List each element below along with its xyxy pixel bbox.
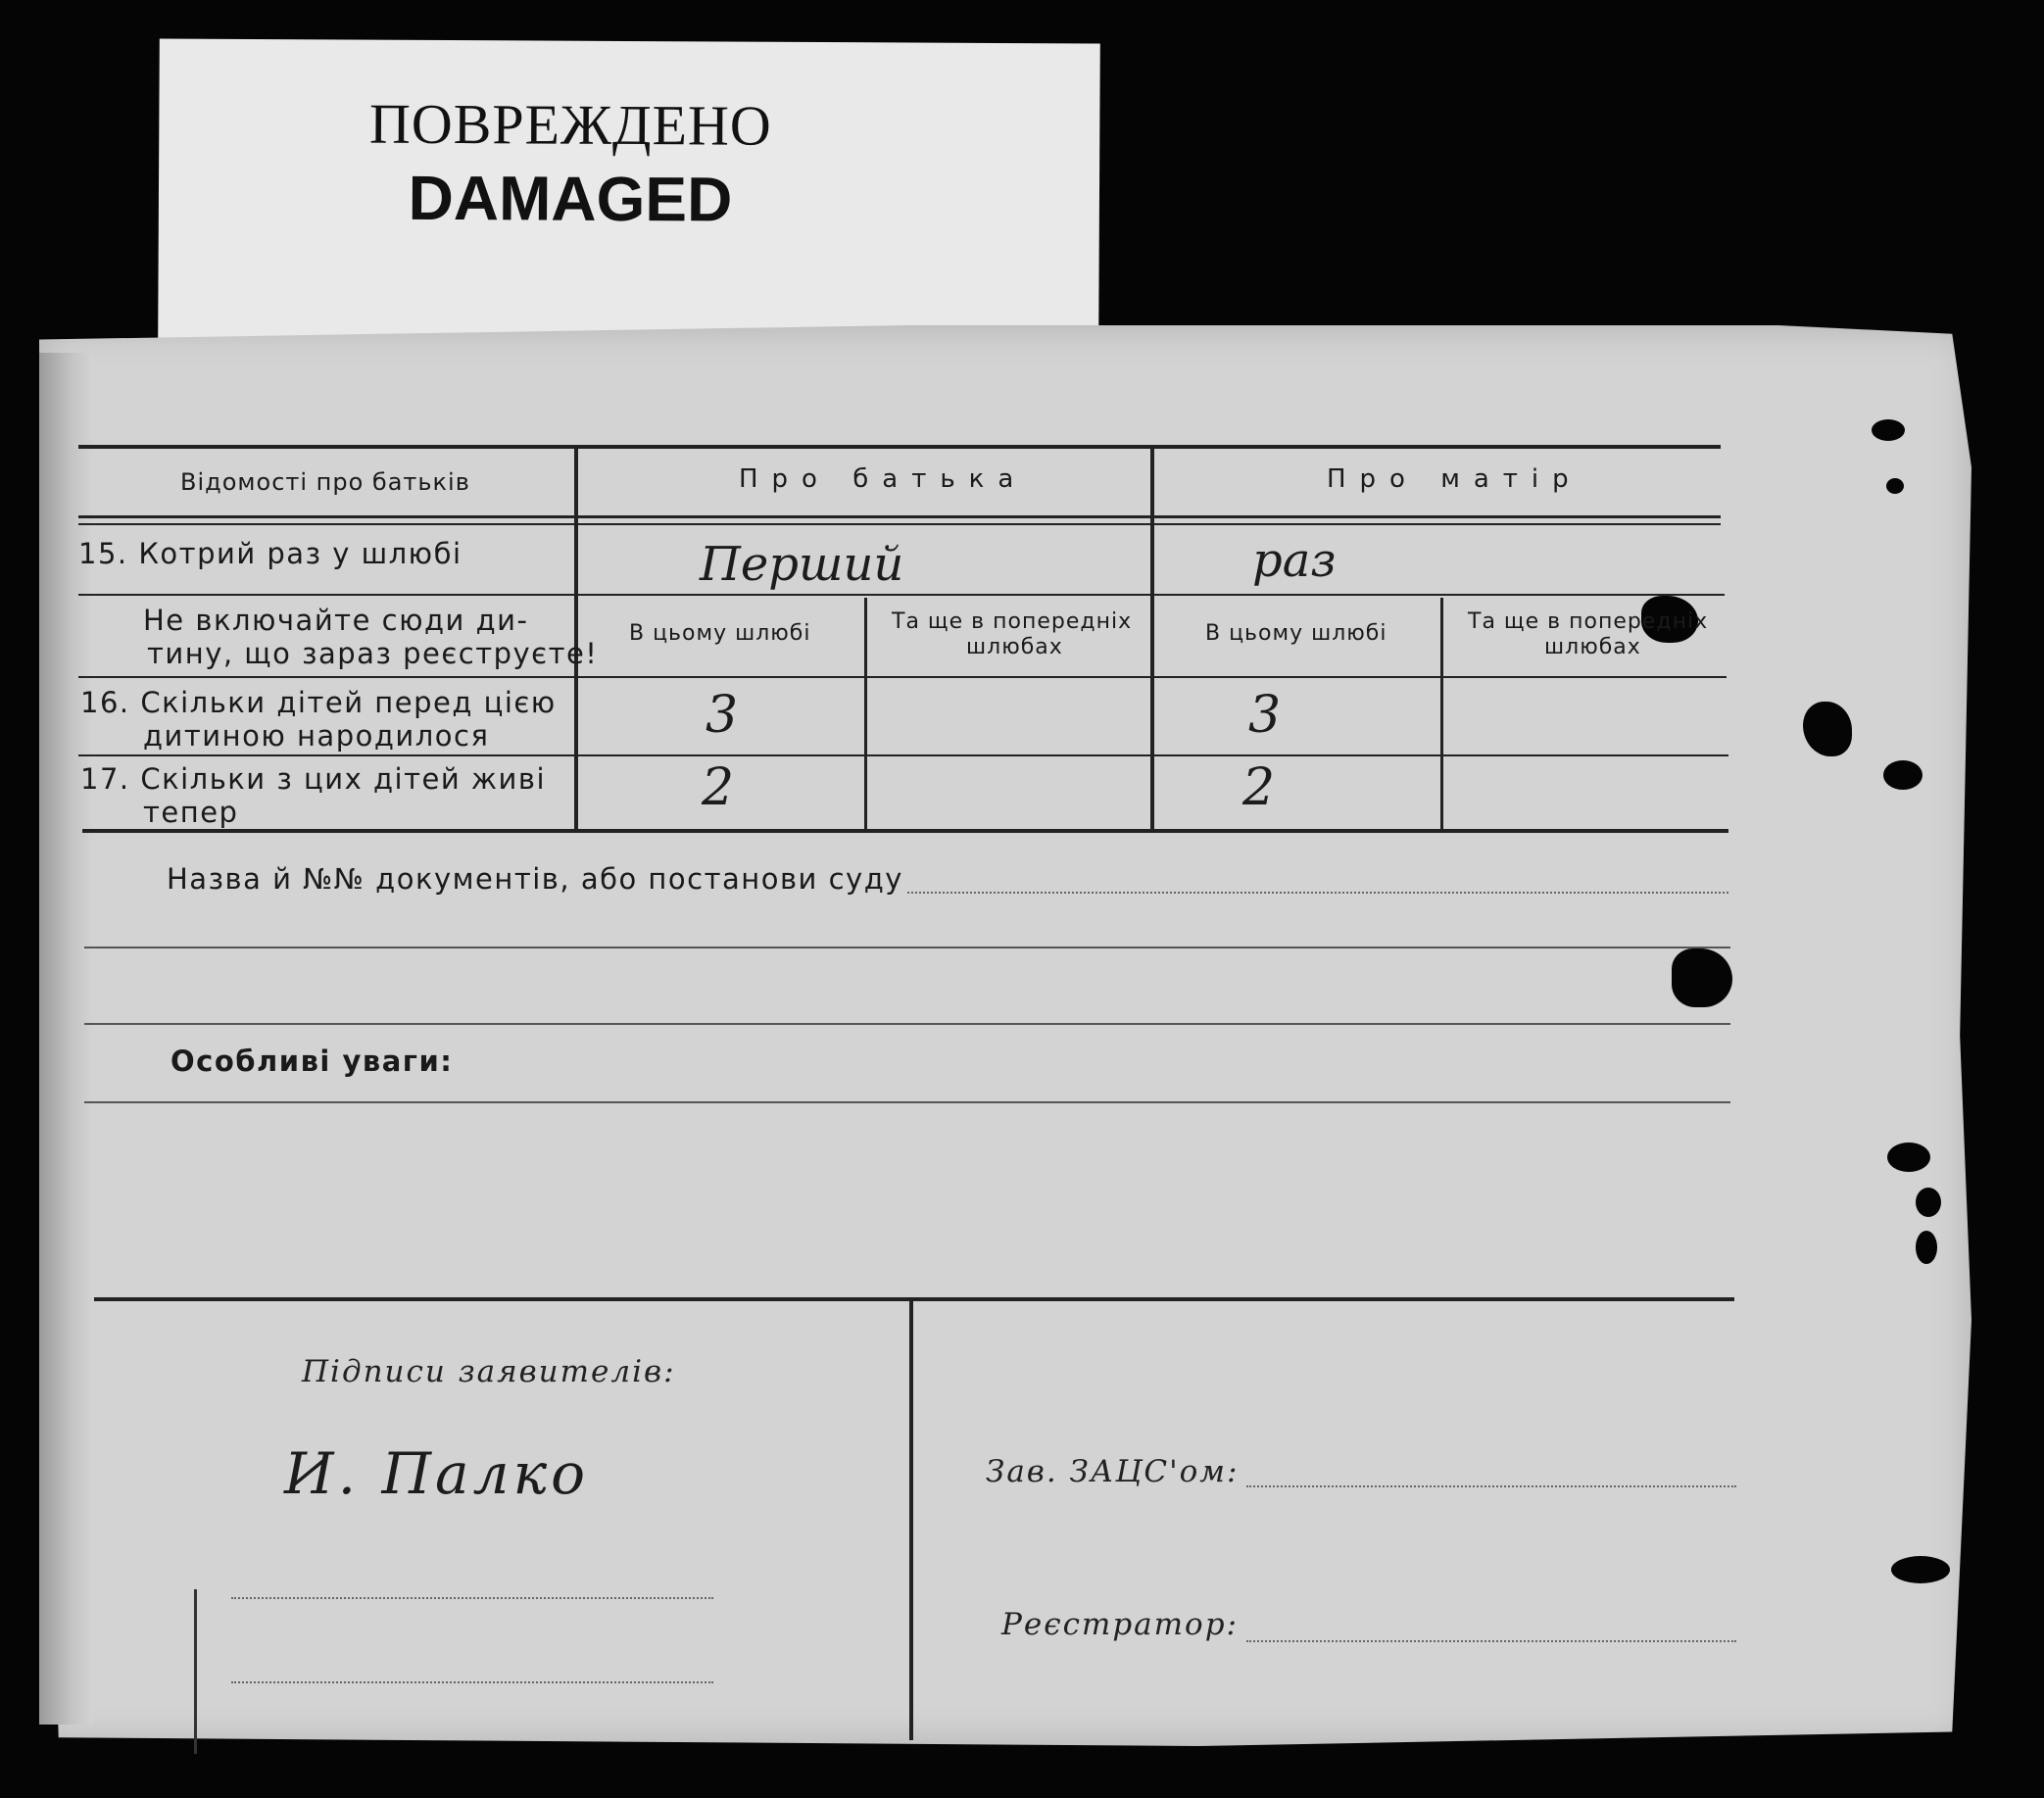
documents-line-3: [84, 1023, 1730, 1025]
damaged-label-english: DAMAGED: [408, 162, 733, 235]
column-header-mother: Про матір: [1327, 464, 1582, 494]
registrar-label: Реєстратор:: [1001, 1607, 1239, 1642]
damaged-label-ukrainian: ПОВРЕЖДЕНО: [368, 91, 772, 158]
father-this-marriage-header: В цьому шлюбі: [629, 621, 811, 646]
row15-rule: [78, 594, 1725, 596]
damage-hole: [1916, 1231, 1937, 1264]
remarks-label: Особливі уваги:: [170, 1045, 454, 1078]
row16-label-line-1: 16. Скільки дітей перед цією: [80, 686, 557, 719]
row17-father-count: 2: [702, 758, 735, 817]
damaged-label-card: [158, 38, 1100, 342]
damage-hole: [1883, 760, 1922, 790]
documents-line-2: [84, 947, 1730, 948]
row15-father-handwritten: Перший: [700, 537, 904, 592]
damage-hole: [1672, 948, 1732, 1007]
documents-dotted-line: [907, 892, 1728, 894]
damage-hole: [1891, 1556, 1950, 1583]
mother-this-marriage-header: В цьому шлюбі: [1205, 621, 1387, 646]
row17-mother-count: 2: [1242, 758, 1276, 817]
row16-mother-count: 3: [1248, 686, 1282, 745]
damage-hole: [1886, 478, 1904, 494]
zags-head-label: Зав. ЗАЦС'ом:: [986, 1454, 1240, 1489]
applicant-signature-handwritten: И. Палко: [284, 1440, 590, 1507]
note-line-2: тину, що зараз реєструєте!: [147, 637, 599, 670]
damage-hole: [1887, 1142, 1930, 1172]
mother-prev-marriages-header-2: шлюбах: [1544, 635, 1641, 659]
signature-block-divider: [909, 1299, 913, 1740]
row16-label-line-2: дитиною народилося: [143, 719, 490, 753]
signature-bracket: [194, 1589, 197, 1754]
damage-hole: [1872, 419, 1905, 441]
mother-sub-divider: [1440, 598, 1443, 831]
remarks-line: [84, 1101, 1730, 1103]
row15-mother-handwritten: раз: [1252, 533, 1337, 588]
applicants-signatures-label: Підписи заявителів:: [302, 1354, 676, 1389]
column-header-father: Про батька: [739, 464, 1028, 494]
table-bottom-rule: [82, 829, 1728, 833]
table-divider-2: [1150, 447, 1154, 831]
registrar-signature-line: [1246, 1640, 1736, 1642]
father-sub-divider: [864, 598, 867, 831]
applicant-signature-line-1: [231, 1597, 713, 1599]
table-header-rule: [78, 515, 1721, 518]
signature-block-top-rule: [94, 1297, 1734, 1301]
row17-label-line-2: тепер: [143, 796, 239, 829]
documents-label: Назва й №№ документів, або постанови суду: [167, 862, 903, 896]
applicant-signature-line-2: [231, 1681, 713, 1683]
table-top-rule: [78, 445, 1721, 449]
father-prev-marriages-header-1: Та ще в попередніх: [892, 609, 1133, 634]
zags-head-signature-line: [1246, 1485, 1736, 1487]
table-header-rule-2: [78, 523, 1721, 525]
damage-hole: [1916, 1188, 1941, 1217]
column-header-parents-info: Відомості про батьків: [180, 468, 470, 496]
mother-prev-marriages-header-1: Та ще в попередніх: [1468, 609, 1709, 634]
row16-rule: [78, 754, 1728, 756]
subheader-rule: [78, 676, 1727, 678]
note-line-1: Не включайте сюди ди-: [143, 604, 529, 637]
row16-father-count: 3: [706, 686, 739, 745]
father-prev-marriages-header-2: шлюбах: [966, 635, 1063, 659]
row15-label: 15. Котрий раз у шлюбі: [78, 537, 462, 570]
row17-label-line-1: 17. Скільки з цих дітей живі: [80, 762, 547, 796]
